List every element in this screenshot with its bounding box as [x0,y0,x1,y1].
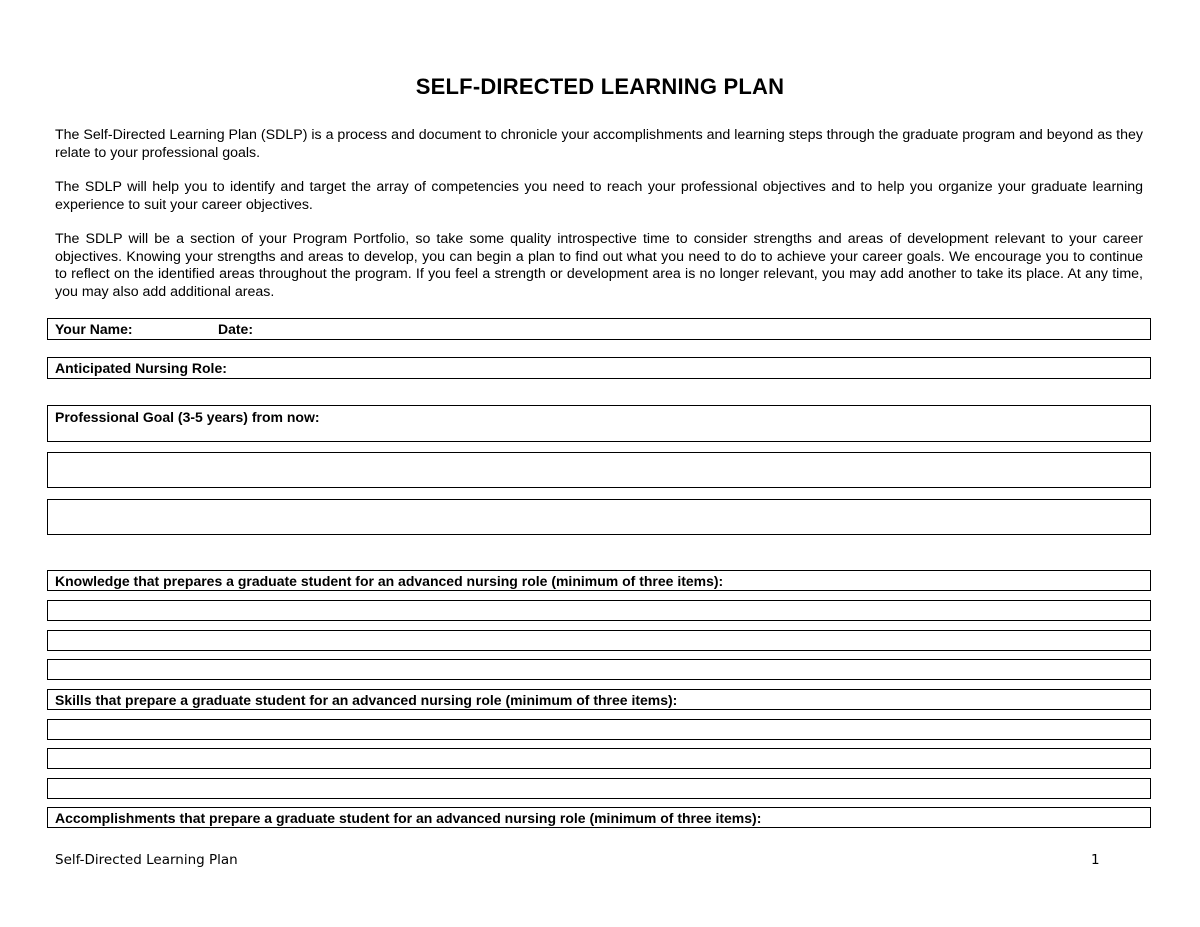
intro-paragraph-3: The SDLP will be a section of your Program Portfolio, so take some quality introspective time to consider strengths and areas of development relevant to your career objectives. Knowing your strengths and areas to develop, you can begin a plan to find out what you need to do to achieve your career goals. We encourage you to continue to reflect on the identified areas throughout the program. If you feel a strength or development area is no longer relevant, you may add another to take its place. At any time, you may also add additional areas. [55,231,1143,300]
nursing-role-field[interactable] [47,357,1151,379]
knowledge-header [47,570,1151,591]
professional-goal-field[interactable] [47,405,1151,442]
footer-doc-title: Self-Directed Learning Plan [55,852,238,868]
skills-item-1[interactable] [47,719,1151,740]
accomplishments-header [47,807,1151,828]
intro-paragraph-2: The SDLP will help you to identify and target the array of competencies you need to reach your professional objectives and to help you organize your graduate learning experience to suit your career objectives. [55,179,1143,213]
professional-goal-row-3[interactable] [47,499,1151,535]
knowledge-item-2[interactable] [47,630,1151,651]
your-name-label: Your Name: [55,321,133,337]
date-label: Date: [218,321,254,337]
name-date-field[interactable] [47,318,1151,340]
skills-item-2[interactable] [47,748,1151,769]
professional-goal-row-2[interactable] [47,452,1151,488]
knowledge-label: Knowledge that prepares a graduate student for an advanced nursing role (minimum of three items): [55,573,724,589]
skills-header [47,689,1151,710]
accomplishments-label: Accomplishments that prepare a graduate student for an advanced nursing role (minimum of three items): [55,810,762,826]
nursing-role-label: Anticipated Nursing Role: [55,360,227,376]
professional-goal-label: Professional Goal (3-5 years) from now: [55,409,320,425]
knowledge-item-1[interactable] [47,600,1151,621]
skills-label: Skills that prepare a graduate student for an advanced nursing role (minimum of three items): [55,692,678,708]
knowledge-item-3[interactable] [47,659,1151,680]
page-title: SELF-DIRECTED LEARNING PLAN [415,74,785,99]
footer-page-number: 1 [1091,852,1100,868]
skills-item-3[interactable] [47,778,1151,799]
intro-paragraph-1: The Self-Directed Learning Plan (SDLP) is a process and document to chronicle your accomplishments and learning steps through the graduate program and beyond as they relate to your professional goals. [55,127,1143,161]
